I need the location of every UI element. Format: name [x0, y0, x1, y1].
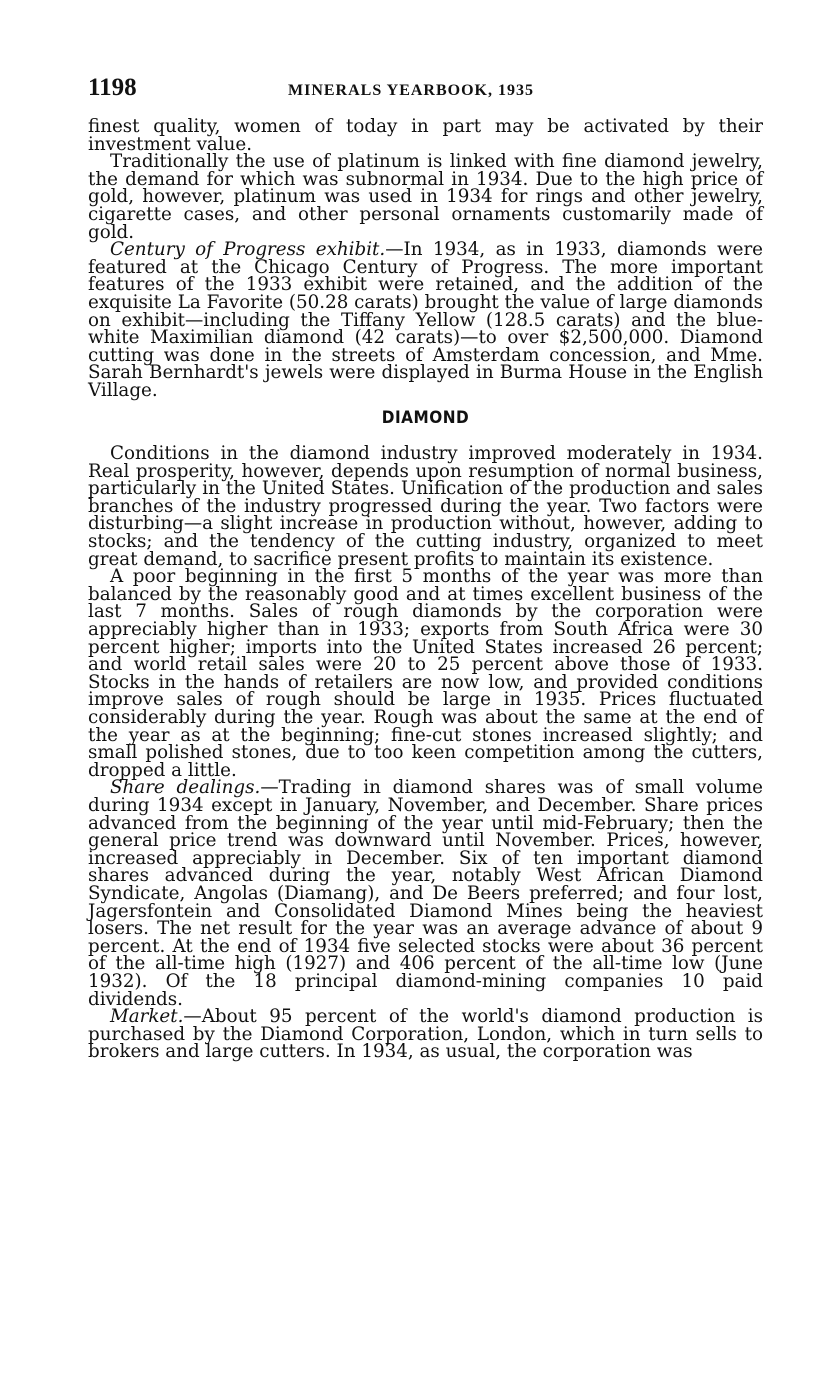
paragraph-text: —Trading in diamond shares was of small volume during 1934 except in January, November, and December. Share prices advanced from the beginning of the year until mid-February; then the general price trend was downward until November. Prices, however, increased appreciably in December. Six of ten important diamond shares advanced during the year, notably West African Diamond Syndicate, Angolas (Diamang), and De Beers preferred; and four lost, Jagersfontein and Consolidated Diamond Mines being the heaviest losers. The net result for the year was an average advance of about 9 percent. At the end of 1934 five selected stocks were about 36 percent of the all-time high (1927) and 406 percent of the all-time low (June 1932). Of the 18 principal diamond-mining companies 10 paid dividends. [88, 777, 763, 1010]
paragraph-conditions: Conditions in the diamond industry improved moderately in 1934. Real prosperity, however, depends upon resumption of normal business, particularly in the United States. Unification of the production and sales branches of the industry progressed during the year. Two factors were disturbing—a slight increase in production without, however, adding to stocks; and the tendency of the cutting industry, organized to meet great demand, to sacrifice present profits to maintain its existence. [88, 443, 763, 570]
paragraph-continuation: finest quality, women of today in part may be activated by their investment value. [88, 116, 763, 155]
run-in-heading: Share dealings. [110, 777, 261, 799]
page-header [88, 74, 763, 118]
paragraph-century-of-progress [88, 241, 763, 399]
run-in-heading: Market. [110, 1006, 184, 1028]
running-head: MINERALS YEARBOOK, 1935 [288, 82, 534, 99]
paragraph-share-dealings [88, 779, 763, 1008]
paragraph-business: A poor beginning in the first 5 months of the year was more than balanced by the reasonably good and at times excellent business of the last 7 months. Sales of rough diamonds by the corporation were appreciably higher than in 1933; exports from South Africa were 30 percent higher; imports into the United States increased 26 percent; and world retail sales were 20 to 25 percent above those of 1933. Stocks in the hands of retailers are now low, and provided conditions improve sales of rough should be large in 1935. Prices fluctuated considerably during the year. Rough was about the same at the end of the year as at the beginning; fine-cut stones increased slightly; and small polished stones, due to too keen competition among the cutters, dropped a little. [88, 566, 763, 781]
paragraph-text: —In 1934, as in 1933, diamonds were featured at the Chicago Century of Progress. The more important features of the 1933 exhibit were retained, and the addition of the exquisite La Favorite (50.28 carats) brought the value of large diamonds on exhibit—including the Tiffany Yellow (128.5 carats) and the blue-white Maximilian diamond (42 carats)—to over $2,500,000. Diamond cutting was done in the streets of Amsterdam concession, and Mme. Sarah Bernhardt's jewels were displayed in Burma House in the English Village. [88, 239, 763, 401]
body-text [88, 118, 763, 1061]
page-number: 1198 [88, 74, 137, 101]
section-heading: DIAMOND [381, 407, 470, 428]
paragraph-market [88, 1008, 763, 1061]
paragraph-text: —About 95 percent of the world's diamond production is purchased by the Diamond Corporation, London, which in turn sells to brokers and large cutters. In 1934, as usual, the corporation was [88, 1006, 763, 1063]
run-in-heading: Century of Progress exhibit. [110, 239, 386, 261]
paragraph-platinum: Traditionally the use of platinum is linked with fine diamond jewelry, the demand for which was subnormal in 1934. Due to the high price of gold, however, platinum was used in 1934 for rings and other jewelry, cigarette cases, and other personal ornaments customarily made of gold. [88, 151, 763, 243]
